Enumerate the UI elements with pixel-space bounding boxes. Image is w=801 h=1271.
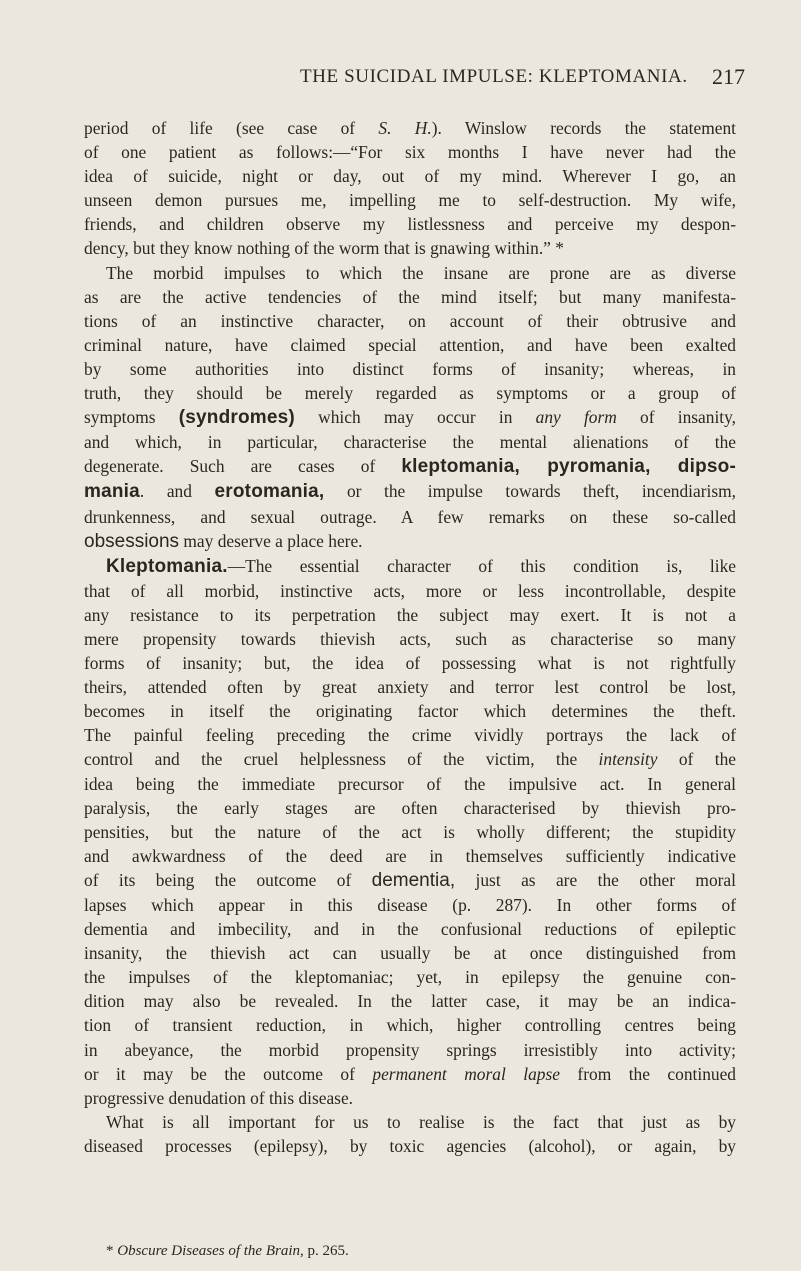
text-line: symptoms (syndromes) which may occur in any form of insanity, [84,407,737,429]
text-line: tions of an instinctive character, on account of their obtrusive and [84,310,736,331]
text-line: control and the cruel helplessness of the victim, the intensity of the [84,749,736,770]
text-line: What is all important for us to realise is the fact that just as by [106,1111,736,1132]
text-line: insanity, the thievish act can usually be at once distinguished from [84,943,736,964]
text-line: degenerate. Such are cases of kleptomania, pyromania, dipso- [84,456,736,478]
body-text [84,116,736,1158]
text-line: that of all morbid, instinctive acts, more or less incontrollable, despite [84,580,736,601]
text-line: idea being the immediate precursor of the impulsive act. In general [84,773,736,794]
text-line: dition may also be revealed. In the latter case, it may be an indica- [84,991,736,1012]
text-line: becomes in itself the originating factor which determines the theft. [84,701,736,722]
term-kleptomania-pyromania: kleptomania, pyromania, dipso- [401,456,736,478]
text-line: of its being the outcome of dementia, just as are the other moral [84,869,736,891]
text-line: or it may be the outcome of permanent moral lapse from the continued [84,1063,736,1084]
term-syndromes: (syndromes) [178,407,295,429]
text-line: truth, they should be merely regarded as symptoms or a group of [84,383,736,404]
text-line: mania. and erotomania, or the impulse towards theft, incendiarism, [84,481,736,503]
text-line: friends, and children observe my listlessness and perceive my despon- [84,214,736,235]
text-line: progressive denudation of this disease. [84,1087,354,1108]
text-line: paralysis, the early stages are often characterised by thievish pro- [84,797,736,818]
text-line: diseased processes (epilepsy), by toxic agencies (alcohol), or again, by [84,1135,736,1156]
page-number: 217 [712,64,745,89]
text-line: mere propensity towards thievish acts, such as characterise so many [84,628,736,649]
text-line: of one patient as follows:—“For six months I have never had the [84,142,736,163]
term-erotomania: erotomania, [214,481,325,503]
text-line: idea of suicide, night or day, out of my mind. Wherever I go, an [84,166,736,187]
text-line: The painful feeling preceding the crime vividly portrays the lack of [84,725,736,746]
text-line: in abeyance, the morbid propensity springs irresistibly into activity; [84,1039,736,1060]
text-line: and which, in particular, characterise the mental alienations of the [84,432,736,453]
text-line: forms of insanity; but, the idea of possessing what is not rightfully [84,653,736,674]
text-line: drunkenness, and sexual outrage. A few remarks on these so-called [84,506,736,527]
text-line: pensities, but the nature of the act is wholly different; the stupidity [84,821,736,842]
text-line: dementia and imbecility, and in the confusional reductions of epileptic [84,919,736,940]
footnote: * Obscure Diseases of the Brain, p. 265. [106,1243,349,1259]
text-line: dency, but they know nothing of the worm that is gnawing within.” * [84,238,564,259]
text-line: criminal nature, have claimed special attention, and have been exalted [84,334,736,355]
text-line: by some authorities into distinct forms of insanity; whereas, in [84,358,736,379]
text-line: the impulses of the kleptomaniac; yet, in epilepsy the genuine con- [84,967,736,988]
text-line: and awkwardness of the deed are in themselves sufficiently indicative [84,845,736,866]
text-line: lapses which appear in this disease (p. 287). In other forms of [84,895,736,915]
text-line: obsessions may deserve a place here. [84,530,363,552]
text-line: theirs, attended often by great anxiety and terror lest control be lost, [84,677,736,698]
section-heading-kleptomania: Kleptomania. [106,555,228,577]
text-line: any resistance to its perpetration the subject may exert. It is not a [84,604,736,625]
term-obsessions: obsessions [84,530,180,552]
text-line: unseen demon pursues me, impelling me to self-destruction. My wife, [84,190,736,211]
term-dementia: dementia, [371,869,456,891]
text-line: The morbid impulses to which the insane are prone are as diverse [106,262,736,283]
running-header: THE SUICIDAL IMPULSE: KLEPTOMANIA. [300,66,688,87]
text-line: as are the active tendencies of the mind itself; but many manifesta- [84,286,736,307]
text-line: period of life (see case of S. H.). Winslow records the statement [84,118,736,138]
text-line: Kleptomania.—The essential character of this condition is, like [106,555,736,577]
text-line: tion of transient reduction, in which, higher controlling centres being [84,1015,736,1036]
